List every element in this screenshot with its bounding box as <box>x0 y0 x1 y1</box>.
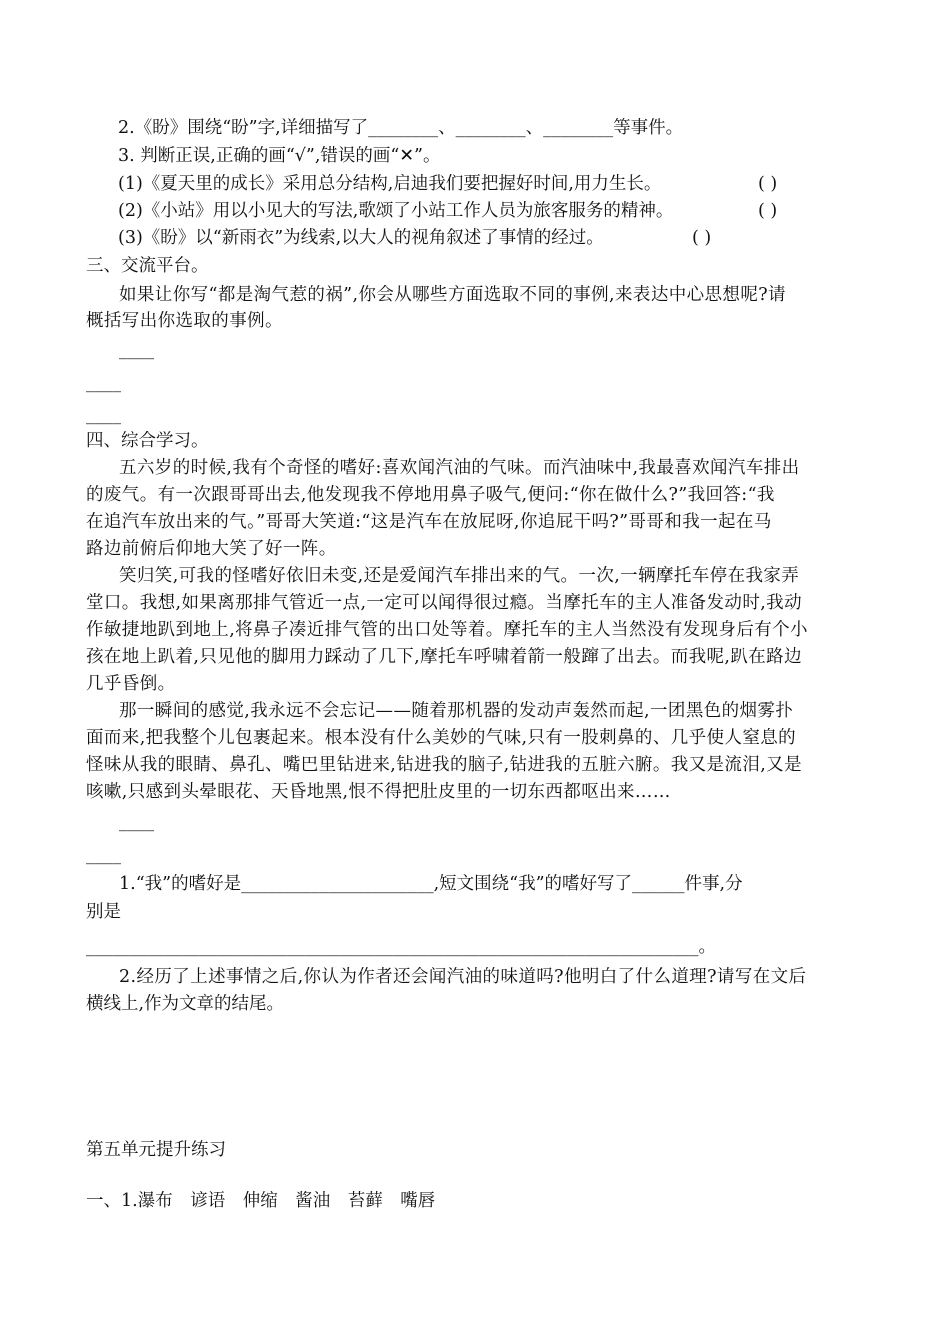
passage-line: 路边前俯后仰地大笑了好一阵。 <box>86 539 337 559</box>
section-4-question-1: 别是 <box>86 902 121 922</box>
section-3-heading: 三、交流平台。 <box>86 256 209 276</box>
section-4-question-1: 1.“我”的嗜好是______________________,短文围绕“我”的嗜好写了______件事,分 <box>119 874 743 894</box>
passage-line: 孩在地上趴着,只见他的脚用力踩动了几下,摩托车呼啸着箭一般蹿了出去。而我呢,趴在路边 <box>86 647 802 667</box>
passage-line: 在追汽车放出来的气。”哥哥大笑道:“这是汽车在放屁呀,你追屁干吗?”哥哥和我一起在马 <box>86 512 772 532</box>
section-3-prompt-line: 如果让你写“都是淘气惹的祸”,你会从哪些方面选取不同的事例,来表达中心思想呢?请 <box>119 285 786 305</box>
passage-line: 几乎昏倒。 <box>86 674 176 694</box>
section-3-prompt-line: 概括写出你选取的事例。 <box>86 311 283 331</box>
section-4-heading: 四、综合学习。 <box>86 431 209 451</box>
answer-line: ____ <box>86 405 121 425</box>
answer-line: ____ <box>86 373 121 393</box>
passage-line: 怪味从我的眼睛、鼻孔、嘴巴里钻进来,钻进我的脑子,钻进我的五脏六腑。我又是流泪,又是 <box>86 755 802 775</box>
answer-line: ____ <box>86 845 121 865</box>
answer-paren-1: ( ) <box>758 174 778 194</box>
section-4-question-2: 横线上,作为文章的结尾。 <box>86 994 285 1014</box>
answer-line: ____ <box>119 340 154 360</box>
question-2: 2.《盼》围绕“盼”字,详细描写了________、________、________等事件。 <box>118 118 684 138</box>
judge-item-1: (1)《夏天里的成长》采用总分结构,启迪我们要把握好时间,用力生长。 <box>118 174 662 194</box>
answer-line: ____ <box>119 812 154 832</box>
judge-item-2: (2)《小站》用以小见大的写法,歌颂了小站工作人员为旅客服务的精神。 <box>118 201 674 221</box>
answer-paren-3: ( ) <box>692 228 712 248</box>
unit-title: 第五单元提升练习 <box>86 1140 226 1160</box>
answer-key-line: 一、1.瀑布 谚语 伸缩 酱油 苔藓 嘴唇 <box>86 1191 436 1211</box>
passage-line: 咳嗽,只感到头晕眼花、天昏地黑,恨不得把肚皮里的一切东西都呕出来…… <box>86 782 671 802</box>
section-4-question-2: 2.经历了上述事情之后,你认为作者还会闻汽油的味道吗?他明白了什么道理?请写在文后 <box>119 967 807 987</box>
answer-blank-line: ______________________________________________________________________。 <box>86 937 716 957</box>
passage-line: 的废气。有一次跟哥哥出去,他发现我不停地用鼻子吸气,便问:“你在做什么?”我回答:“我 <box>86 485 775 505</box>
passage-line: 作敏捷地趴到地上,将鼻子凑近排气管的出口处等着。摩托车的主人当然没有发现身后有个小 <box>86 620 808 640</box>
judge-item-3: (3)《盼》以“新雨衣”为线索,以大人的视角叙述了事情的经过。 <box>118 228 604 248</box>
passage-line: 五六岁的时候,我有个奇怪的嗜好:喜欢闻汽油的气味。而汽油味中,我最喜欢闻汽车排出 <box>119 458 800 478</box>
passage-line: 面而来,把我整个儿包裹起来。根本没有什么美妙的气味,只有一股刺鼻的、几乎使人窒息的 <box>86 728 797 748</box>
passage-line: 堂口。我想,如果离那排气管近一点,一定可以闻得很过瘾。当摩托车的主人准备发动时,我动 <box>86 593 802 613</box>
answer-paren-2: ( ) <box>758 201 778 221</box>
passage-line: 那一瞬间的感觉,我永远不会忘记——随着那机器的发动声轰然而起,一团黑色的烟雾扑 <box>119 701 794 721</box>
passage-line: 笑归笑,可我的怪嗜好依旧未变,还是爱闻汽车排出来的气。一次,一辆摩托车停在我家弄 <box>119 566 800 586</box>
question-3: 3. 判断正误,正确的画“√”,错误的画“✕”。 <box>118 146 441 166</box>
